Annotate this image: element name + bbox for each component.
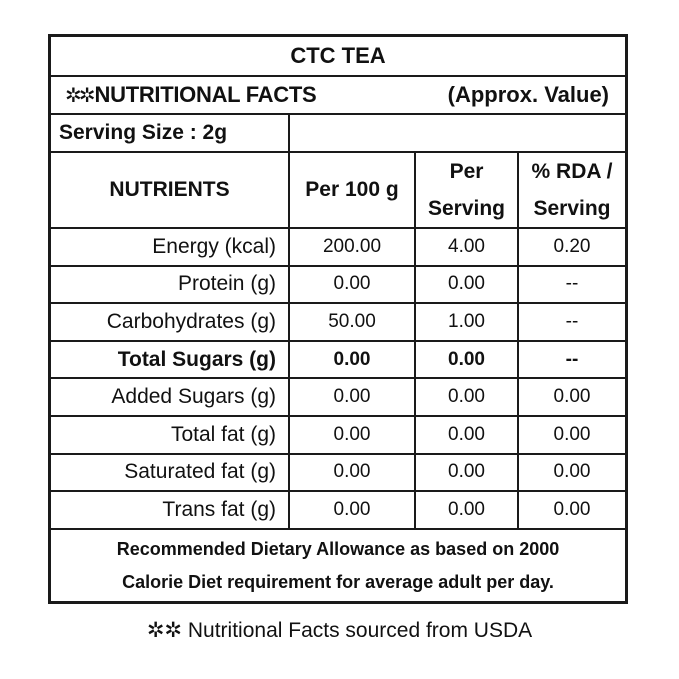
per-serving-value: 0.00	[414, 417, 517, 453]
serving-size-empty-cell	[288, 115, 625, 151]
per100-value: 0.00	[288, 417, 414, 453]
nutritional-facts-row	[51, 77, 625, 115]
nutrient-name: Protein (g)	[177, 272, 276, 296]
footer-row	[51, 530, 625, 601]
nutrition-facts-table	[48, 34, 628, 604]
per100-value: 0.00	[288, 342, 414, 378]
table-row	[51, 304, 625, 342]
per100-value: 0.00	[288, 455, 414, 491]
rda-header	[517, 153, 625, 227]
per100-value: 0.00	[288, 267, 414, 303]
per-serving-header-line2: Serving	[427, 197, 506, 220]
per-serving-value: 1.00	[414, 304, 517, 340]
rda-value: 0.00	[517, 417, 625, 453]
asterisk-icon: ✲✲	[146, 619, 183, 642]
rda-header-line2: Serving	[533, 197, 611, 220]
per-serving-value: 0.00	[414, 267, 517, 303]
per-serving-value: 0.00	[414, 455, 517, 491]
per100-value: 0.00	[288, 492, 414, 528]
rda-value: 0.20	[517, 229, 625, 265]
serving-size-row	[51, 115, 625, 153]
per-serving-value: 0.00	[414, 342, 517, 378]
nutritional-facts-label: NUTRITIONAL FACTS	[94, 82, 317, 107]
per100-header: Per 100 g	[288, 153, 414, 227]
rda-footnote	[51, 530, 625, 601]
nutritional-facts-heading	[65, 77, 316, 113]
nutrients-header: NUTRIENTS	[109, 178, 230, 201]
rda-value: 0.00	[517, 455, 625, 491]
source-note-text: Nutritional Facts sourced from USDA	[187, 619, 533, 642]
per100-value: 200.00	[288, 229, 414, 265]
rda-value: --	[517, 267, 625, 303]
table-row	[51, 492, 625, 530]
source-note	[0, 618, 679, 643]
rda-value: --	[517, 342, 625, 378]
per100-value: 50.00	[288, 304, 414, 340]
nutrient-name: Energy (kcal)	[152, 234, 276, 258]
per100-value: 0.00	[288, 379, 414, 415]
title-row	[51, 37, 625, 77]
asterisk-icon: ✲✲	[65, 84, 93, 107]
per-serving-header-line1: Per	[449, 160, 484, 183]
per-serving-value: 0.00	[414, 379, 517, 415]
table-row	[51, 455, 625, 493]
nutrient-name: Added Sugars (g)	[111, 385, 276, 409]
nutrient-name: Saturated fat (g)	[124, 460, 276, 484]
per-serving-value: 0.00	[414, 492, 517, 528]
table-row	[51, 229, 625, 267]
rda-value: --	[517, 304, 625, 340]
column-header-row	[51, 153, 625, 229]
rda-value: 0.00	[517, 492, 625, 528]
table-row	[51, 379, 625, 417]
nutrient-name: Total Sugars (g)	[117, 347, 276, 371]
table-row	[51, 267, 625, 305]
nutrient-name: Carbohydrates (g)	[106, 309, 276, 333]
product-title: CTC TEA	[290, 43, 386, 68]
rda-value: 0.00	[517, 379, 625, 415]
approx-value-label: (Approx. Value)	[447, 82, 609, 107]
per-serving-value: 4.00	[414, 229, 517, 265]
per-serving-header	[414, 153, 517, 227]
rda-footnote-line1: Recommended Dietary Allowance as based on 2000	[116, 538, 560, 559]
nutrient-name: Trans fat (g)	[162, 497, 276, 521]
table-row	[51, 417, 625, 455]
rda-header-line1: % RDA /	[531, 160, 613, 183]
table-row	[51, 342, 625, 380]
nutrient-name: Total fat (g)	[170, 422, 276, 446]
serving-size-label: Serving Size : 2g	[59, 121, 228, 144]
rda-footnote-line2: Calorie Diet requirement for average adult per day.	[122, 571, 554, 592]
